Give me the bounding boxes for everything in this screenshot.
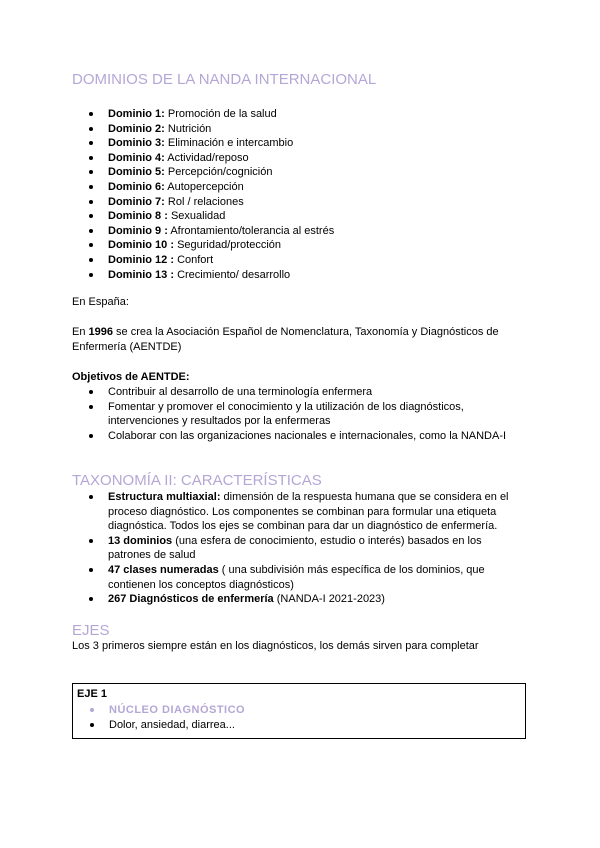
list-item	[72, 151, 522, 166]
list-item	[72, 592, 522, 607]
item-text: Seguridad/protección	[174, 239, 282, 252]
list-item	[72, 238, 522, 253]
ejes-text: Los 3 primeros siempre están en los diagnósticos, los demás sirven para completar	[72, 640, 479, 652]
heading-dominios: DOMINIOS DE LA NANDA INTERNACIONAL	[72, 71, 377, 88]
bullet-icon	[89, 495, 93, 499]
list-item	[72, 224, 522, 239]
bullet-icon	[89, 568, 93, 572]
objectives-title: Objetivos de AENTDE:	[72, 371, 190, 383]
bullet-icon	[90, 723, 94, 727]
item-text: Promoción de la salud	[164, 108, 277, 120]
item-label: Dominio 6:	[108, 180, 165, 193]
bullet-icon	[89, 539, 93, 543]
item-label: Dominio 3:	[108, 137, 165, 150]
list-item	[72, 209, 522, 224]
eje-example: Dolor, ansiedad, diarrea...	[109, 718, 235, 731]
item-text: Actividad/reposo	[164, 151, 249, 164]
bullet-icon	[89, 273, 93, 277]
item-text: Fomentar y promover el conocimiento y la utilización de los diagnósticos, intervenciones y resultados por la enfermeras	[108, 400, 464, 428]
heading-ejes: EJES	[72, 622, 110, 639]
item-text: (una esfera de conocimiento, estudio o interés) basados en los patrones de salud	[108, 534, 482, 562]
list-item	[72, 400, 522, 429]
item-label: Dominio 9 :	[108, 224, 168, 237]
bullet-icon	[89, 243, 93, 247]
item-label: Dominio 4:	[108, 151, 165, 164]
item-text: Eliminación e intercambio	[164, 137, 294, 150]
item-label: Dominio 5:	[108, 166, 165, 179]
list-item	[72, 165, 522, 180]
list-item	[72, 563, 522, 592]
aentde-paragraph	[72, 325, 532, 354]
item-label: Dominio 8 :	[108, 210, 168, 223]
item-label: Dominio 10 :	[108, 239, 175, 252]
text: se crea la Asociación Español de Nomenclatura, Taxonomía y Diagnósticos de Enfermería (AENTDE)	[72, 326, 499, 353]
list-item	[73, 718, 523, 733]
spain-intro: En España:	[72, 296, 129, 308]
item-text: Percepción/cognición	[164, 166, 273, 179]
list-item	[72, 195, 522, 210]
item-text: Afrontamiento/tolerancia al estrés	[167, 224, 335, 237]
heading-taxonomia: TAXONOMÍA II: CARACTERÍSTICAS	[72, 472, 322, 489]
eje-list	[73, 703, 523, 732]
bullet-icon	[89, 229, 93, 233]
item-text: ( una subdivisión más específica de los dominios, que contienen los conceptos diagnósticos)	[108, 563, 485, 591]
list-item	[72, 253, 522, 268]
eje-title: EJE 1	[77, 688, 107, 700]
year: 1996	[88, 326, 113, 338]
bullet-icon	[89, 390, 93, 394]
bullet-icon	[89, 127, 93, 131]
item-text: Rol / relaciones	[164, 195, 244, 208]
bullet-icon	[89, 214, 93, 218]
bullet-icon	[89, 185, 93, 189]
eje-subtitle: NÚCLEO DIAGNÓSTICO	[109, 704, 246, 716]
item-label: 47 clases numeradas	[108, 563, 219, 576]
item-label: Estructura multiaxial:	[108, 491, 221, 503]
bullet-icon	[89, 170, 93, 174]
item-text: Sexualidad	[167, 210, 226, 223]
item-text: Confort	[174, 253, 214, 266]
bullet-icon	[89, 200, 93, 204]
dominios-list	[72, 107, 522, 282]
list-item	[72, 122, 522, 137]
list-item	[72, 136, 522, 151]
bullet-icon	[89, 112, 93, 116]
bullet-icon	[89, 405, 93, 409]
list-item	[72, 180, 522, 195]
bullet-icon	[89, 258, 93, 262]
bullet-icon	[89, 156, 93, 160]
item-text: (NANDA-I 2021-2023)	[273, 593, 385, 606]
item-text: Autopercepción	[164, 180, 244, 193]
item-text: Nutrición	[164, 122, 212, 135]
list-item	[72, 107, 522, 122]
list-item	[72, 268, 522, 283]
taxonomia-list	[72, 490, 522, 607]
bullet-icon	[89, 597, 93, 601]
list-item	[72, 490, 522, 534]
item-text: dimensión de la respuesta humana que se considera en el proceso diagnóstico. Los componentes se combinan para formular una etiqueta diagnóstica. Todos los ejes se combinan para dar un diagnóstico de enfermería.	[108, 491, 509, 533]
list-item	[72, 534, 522, 563]
eje-1-box	[72, 683, 526, 739]
item-text: Contribuir al desarrollo de una terminología enfermera	[108, 386, 373, 398]
bullet-icon	[89, 434, 93, 438]
item-label: Dominio 1:	[108, 108, 165, 120]
bullet-icon	[89, 141, 93, 145]
item-label: 267 Diagnósticos de enfermería	[108, 593, 274, 606]
item-text: Colaborar con las organizaciones nacionales e internacionales, como la NANDA-I	[108, 429, 507, 442]
item-label: Dominio 2:	[108, 122, 165, 135]
item-label: Dominio 7:	[108, 195, 165, 208]
item-label: Dominio 13 :	[108, 268, 175, 281]
objectives-list	[72, 385, 522, 443]
list-item	[73, 703, 523, 718]
list-item	[72, 385, 522, 400]
text: En	[72, 326, 89, 338]
item-text: Crecimiento/ desarrollo	[174, 268, 291, 281]
list-item	[72, 429, 522, 444]
item-label: Dominio 12 :	[108, 253, 175, 266]
item-label: 13 dominios	[108, 534, 173, 547]
bullet-icon	[90, 708, 94, 712]
